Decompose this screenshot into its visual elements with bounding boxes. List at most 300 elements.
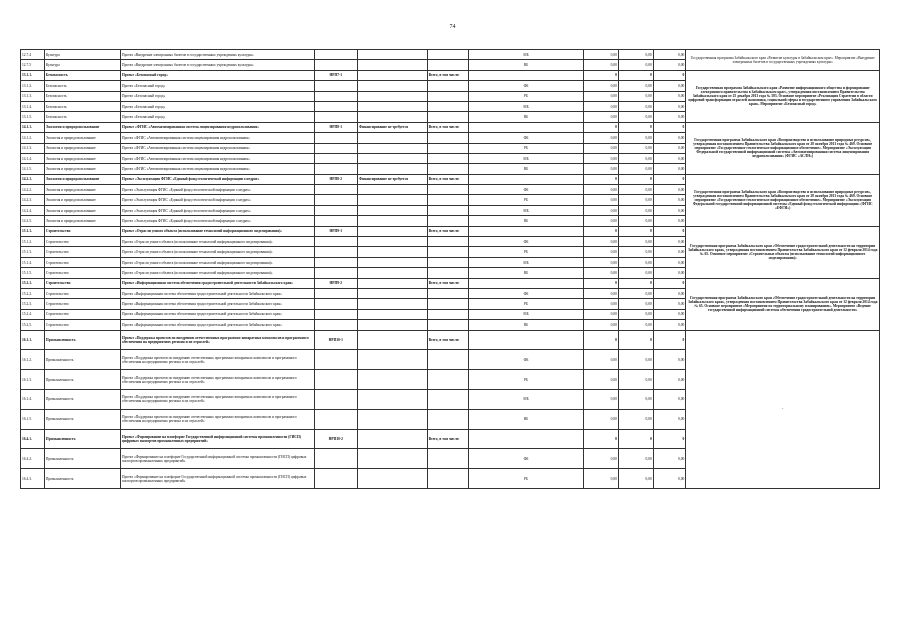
row-sphere: Экология и природопользование	[44, 174, 120, 184]
row-number: 16.1.2.	[21, 350, 45, 370]
row-number: 16.4.2.	[21, 449, 45, 469]
row-total-label	[427, 133, 468, 143]
row-value-2: 0,00	[618, 195, 653, 205]
row-financing	[358, 370, 428, 390]
row-value-2: 0,00	[618, 309, 653, 319]
row-value-3: 0,00	[653, 449, 686, 469]
row-sphere: Культура	[44, 50, 120, 60]
row-sphere: Промышленность	[44, 330, 120, 350]
row-code	[314, 449, 357, 469]
row-financing	[358, 185, 428, 195]
row-total-label	[427, 247, 468, 257]
row-number: 14.2.3.	[21, 195, 45, 205]
row-value-2: 0	[618, 278, 653, 288]
row-sphere: Экология и природопользование	[44, 143, 120, 153]
page-number: 74	[449, 24, 456, 30]
row-project: Проект «ФГИС «Автоматизированная система лицензирования недропользования»	[121, 122, 315, 132]
row-project: Проект «Внедрение электронных билетов в государственных учреждениях культуры»	[121, 60, 315, 70]
row-value-2: 0,00	[618, 205, 653, 215]
row-financing	[358, 195, 428, 205]
row-value-3: 0,00	[653, 309, 686, 319]
row-sphere: Строительство	[44, 257, 120, 267]
row-number: 15.1.4.	[21, 257, 45, 267]
row-project: Проект «Поддержка проектов по внедрению отечественных программно-аппаратных комплексов и программного обеспечения на предприятиях региона и их отраслей»	[121, 389, 315, 409]
row-financing	[358, 299, 428, 309]
row-number: 13.1.2.	[21, 81, 45, 91]
row-code	[314, 288, 357, 298]
row-sphere: Экология и природопользование	[44, 185, 120, 195]
row-sphere: Безопасность	[44, 91, 120, 101]
row-value-3: 0,00	[653, 101, 686, 111]
row-total-label	[427, 112, 468, 122]
row-financing	[358, 247, 428, 257]
row-project: Проект «Безопасный город»	[121, 101, 315, 111]
row-source	[468, 70, 583, 80]
row-value-1: 0,00	[584, 237, 619, 247]
row-value-2: 0	[618, 70, 653, 80]
row-source: МБ	[468, 389, 583, 409]
row-total-label	[427, 389, 468, 409]
row-value-1: 0	[584, 70, 619, 80]
row-value-1: 0,00	[584, 257, 619, 267]
row-number: 14.2.2.	[21, 185, 45, 195]
row-project: Проект «Эксплуатация ФГИС «Единый фонд геологической информации о недрах»	[121, 205, 315, 215]
row-value-2: 0	[618, 226, 653, 236]
row-source: МБ	[468, 50, 583, 60]
row-value-1: 0,00	[584, 288, 619, 298]
row-value-2: 0,00	[618, 409, 653, 429]
row-code: НРП9-1	[314, 226, 357, 236]
row-total-label: Всего, в том числе:	[427, 226, 468, 236]
row-number: 13.1.4.	[21, 101, 45, 111]
row-number: 16.1.5.	[21, 409, 45, 429]
row-sphere: Культура	[44, 60, 120, 70]
row-code	[314, 112, 357, 122]
row-total-label: Всего, в том числе:	[427, 174, 468, 184]
row-financing	[358, 257, 428, 267]
row-financing	[358, 205, 428, 215]
row-source: ФБ	[468, 81, 583, 91]
row-sphere: Безопасность	[44, 112, 120, 122]
row-number: 15.2.5.	[21, 320, 45, 330]
row-project: Проект «ФГИС «Автоматизированная система лицензирования недропользования»	[121, 133, 315, 143]
row-code	[314, 101, 357, 111]
row-value-1: 0,00	[584, 299, 619, 309]
row-code	[314, 309, 357, 319]
row-value-1: 0	[584, 429, 619, 449]
row-code	[314, 153, 357, 163]
row-code: НРП9-2	[314, 278, 357, 288]
row-value-2: 0,00	[618, 164, 653, 174]
table-row	[21, 278, 880, 288]
row-value-3: 0,00	[653, 257, 686, 267]
row-financing	[358, 469, 428, 489]
row-total-label	[427, 370, 468, 390]
row-value-2: 0,00	[618, 257, 653, 267]
row-sphere: Промышленность	[44, 449, 120, 469]
row-financing	[358, 164, 428, 174]
row-value-1: 0,00	[584, 185, 619, 195]
row-number: 16.1.3.	[21, 370, 45, 390]
row-value-1: 0,00	[584, 143, 619, 153]
row-total-label: Всего, в том числе:	[427, 429, 468, 449]
row-value-3: 0,00	[653, 153, 686, 163]
row-source: РБ	[468, 143, 583, 153]
row-code	[314, 237, 357, 247]
row-value-2: 0,00	[618, 288, 653, 298]
row-number: 15.2.1.	[21, 278, 45, 288]
row-number: 14.1.5.	[21, 164, 45, 174]
row-code	[314, 91, 357, 101]
row-project: Проект «Формирование на платформе Государственной информационной системы промышленности (ГИСП) цифровых паспортов промышленных предприятий»	[121, 429, 315, 449]
row-code	[314, 185, 357, 195]
row-value-2: 0,00	[618, 112, 653, 122]
row-source: ФБ	[468, 237, 583, 247]
row-value-1: 0,00	[584, 60, 619, 70]
row-code	[314, 133, 357, 143]
row-sphere: Экология и природопользование	[44, 122, 120, 132]
row-project: Проект «Поддержка проектов по внедрению отечественных программно-аппаратных комплексов и программного обеспечения на предприятиях региона и их отраслей»	[121, 330, 315, 350]
row-sphere: Экология и природопользование	[44, 205, 120, 215]
row-source: ВБ	[468, 268, 583, 278]
row-value-2: 0,00	[618, 237, 653, 247]
row-sphere: Промышленность	[44, 469, 120, 489]
row-source: ВБ	[468, 320, 583, 330]
row-total-label	[427, 237, 468, 247]
row-sphere: Строительство	[44, 247, 120, 257]
row-value-1: 0,00	[584, 389, 619, 409]
row-project: Проект «Безопасный город»	[121, 70, 315, 80]
row-value-1: 0,00	[584, 268, 619, 278]
row-value-3: 0,00	[653, 216, 686, 226]
row-financing	[358, 143, 428, 153]
row-value-2: 0,00	[618, 469, 653, 489]
row-sphere: Промышленность	[44, 370, 120, 390]
row-project: Проект «Информационная система обеспечения градостроительной деятельности Забайкальского края»	[121, 309, 315, 319]
row-value-2: 0,00	[618, 133, 653, 143]
row-number: 15.2.3.	[21, 299, 45, 309]
row-value-1: 0	[584, 226, 619, 236]
row-source: РБ	[468, 247, 583, 257]
row-sphere: Экология и природопользование	[44, 195, 120, 205]
row-number: 14.2.5.	[21, 216, 45, 226]
table-row	[21, 174, 880, 184]
row-financing	[358, 153, 428, 163]
row-financing	[358, 50, 428, 60]
row-financing	[358, 330, 428, 350]
row-project: Проект «Отрасли умного объекта (использование технологий информационного моделирования)»	[121, 237, 315, 247]
row-total-label: Всего, в том числе:	[427, 330, 468, 350]
row-source	[468, 429, 583, 449]
row-value-1: 0,00	[584, 81, 619, 91]
row-value-1: 0,00	[584, 216, 619, 226]
row-value-2: 0,00	[618, 216, 653, 226]
row-number: 16.1.4.	[21, 389, 45, 409]
row-financing	[358, 268, 428, 278]
row-value-3: 0	[653, 122, 686, 132]
row-code	[314, 205, 357, 215]
row-program-note: Государственная программа Забайкальского края «Воспроизводство и использование природных ресурсов», утвержденная постановлением Правительства Забайкальского края от 28 октября 2013 года № 469. Основное мероприятие «Государственное геологическое информационное обеспечение». Мероприятие «Эксплуатация Федеральной государственной информационной системы «Единый фонд геологической информации» (ФГИС «ЕФГИ»)	[686, 174, 880, 226]
row-sphere: Безопасность	[44, 81, 120, 91]
row-sphere: Строительство	[44, 320, 120, 330]
row-project: Проект «Поддержка проектов по внедрению отечественных программно-аппаратных комплексов и программного обеспечения на предприятиях региона и их отраслей»	[121, 350, 315, 370]
row-value-3: 0,00	[653, 205, 686, 215]
row-source	[468, 226, 583, 236]
row-value-1: 0,00	[584, 112, 619, 122]
row-value-2: 0,00	[618, 91, 653, 101]
row-value-3: 0,00	[653, 389, 686, 409]
row-financing	[358, 429, 428, 449]
row-source: ВБ	[468, 164, 583, 174]
row-number: 15.1.1.	[21, 226, 45, 236]
row-total-label	[427, 143, 468, 153]
row-project: Проект «Отрасли умного объекта (использование технологий информационного моделирования)»	[121, 257, 315, 267]
row-financing	[358, 449, 428, 469]
row-sphere: Строительство	[44, 288, 120, 298]
row-sphere: Строительство	[44, 309, 120, 319]
row-value-1: 0,00	[584, 320, 619, 330]
budget-table	[20, 49, 880, 489]
row-value-1: 0	[584, 122, 619, 132]
row-financing	[358, 309, 428, 319]
row-code	[314, 50, 357, 60]
row-project: Проект «Отрасли умного объекта (использование технологий информационного моделирования)»	[121, 226, 315, 236]
row-number: 16.4.3.	[21, 469, 45, 489]
row-source: РБ	[468, 469, 583, 489]
row-value-3: 0,00	[653, 469, 686, 489]
row-value-1: 0,00	[584, 350, 619, 370]
row-sphere: Строительство	[44, 278, 120, 288]
row-code	[314, 350, 357, 370]
row-source: МБ	[468, 257, 583, 267]
row-project: Проект «Эксплуатация ФГИС «Единый фонд геологической информации о недрах»	[121, 174, 315, 184]
row-source: ФБ	[468, 350, 583, 370]
row-number: 13.1.5.	[21, 112, 45, 122]
row-source: ВБ	[468, 112, 583, 122]
row-value-2: 0,00	[618, 60, 653, 70]
row-source	[468, 330, 583, 350]
row-value-2: 0,00	[618, 153, 653, 163]
row-value-1: 0,00	[584, 409, 619, 429]
row-project: Проект «Безопасный город»	[121, 91, 315, 101]
row-total-label: Всего, в том числе:	[427, 70, 468, 80]
row-sphere: Безопасность	[44, 101, 120, 111]
row-code: НРП8-2	[314, 174, 357, 184]
row-financing	[358, 81, 428, 91]
row-value-1: 0,00	[584, 205, 619, 215]
row-total-label	[427, 216, 468, 226]
row-value-2: 0,00	[618, 389, 653, 409]
row-value-3: 0	[653, 278, 686, 288]
row-sphere: Промышленность	[44, 350, 120, 370]
row-source: ВБ	[468, 409, 583, 429]
row-total-label	[427, 205, 468, 215]
row-source: МБ	[468, 205, 583, 215]
row-source: МБ	[468, 101, 583, 111]
row-number: 14.1.4.	[21, 153, 45, 163]
row-number: 14.1.3.	[21, 143, 45, 153]
row-number: 15.1.5.	[21, 268, 45, 278]
row-code: НРП7-1	[314, 70, 357, 80]
row-number: 15.1.3.	[21, 247, 45, 257]
row-code	[314, 409, 357, 429]
row-total-label	[427, 309, 468, 319]
row-value-3: 0,00	[653, 91, 686, 101]
row-value-3: 0,00	[653, 185, 686, 195]
row-value-2: 0	[618, 330, 653, 350]
row-source: РБ	[468, 299, 583, 309]
row-sphere: Строительство	[44, 237, 120, 247]
row-source: ФБ	[468, 449, 583, 469]
row-code	[314, 143, 357, 153]
row-project: Проект «ФГИС «Автоматизированная система лицензирования недропользования»	[121, 164, 315, 174]
row-total-label	[427, 195, 468, 205]
row-number: 12.7.4	[21, 50, 45, 60]
row-value-3: 0,00	[653, 164, 686, 174]
row-value-2: 0,00	[618, 143, 653, 153]
row-code	[314, 60, 357, 70]
row-value-3: 0,00	[653, 320, 686, 330]
row-value-1: 0	[584, 278, 619, 288]
row-financing	[358, 91, 428, 101]
row-total-label	[427, 81, 468, 91]
row-financing	[358, 350, 428, 370]
row-financing	[358, 101, 428, 111]
row-source: ВБ	[468, 216, 583, 226]
row-financing	[358, 226, 428, 236]
row-value-3: 0,00	[653, 143, 686, 153]
row-total-label	[427, 469, 468, 489]
row-source: ФБ	[468, 288, 583, 298]
row-value-3: 0,00	[653, 288, 686, 298]
row-value-3: 0,00	[653, 409, 686, 429]
row-total-label	[427, 257, 468, 267]
row-source: ФБ	[468, 133, 583, 143]
table-row	[21, 330, 880, 350]
row-code	[314, 370, 357, 390]
row-project: Проект «Формирование на платформе Государственной информационной системы промышленности (ГИСП) цифровых паспортов промышленных предприятий»	[121, 469, 315, 489]
row-source: МБ	[468, 153, 583, 163]
row-value-1: 0,00	[584, 195, 619, 205]
row-program-note: Государственная программа Забайкальского края «Развитие информационного общества и формирование электронного правительства в Забайкальском крае», утвержденная постановлением Правительства Забайкальского края от 25 декабря 2013 года № 583. Основное мероприятие «Реализация Стратегии в области цифровой трансформации отраслей экономики, социальной сферы и государственного управления Забайкальского края». Мероприятие «Безопасный город»	[686, 70, 880, 122]
row-project: Проект «Поддержка проектов по внедрению отечественных программно-аппаратных комплексов и программного обеспечения на предприятиях региона и их отраслей»	[121, 370, 315, 390]
row-project: Проект «ФГИС «Автоматизированная система лицензирования недропользования»	[121, 153, 315, 163]
row-sphere: Промышленность	[44, 389, 120, 409]
row-source: РБ	[468, 91, 583, 101]
row-source: ФБ	[468, 185, 583, 195]
row-code	[314, 81, 357, 91]
row-total-label	[427, 350, 468, 370]
row-code	[314, 195, 357, 205]
row-financing	[358, 278, 428, 288]
row-program-note: Государственная программа Забайкальского края «Обеспечение градостроительной деятельности на территории Забайкальского края», утвержденная постановлением Правительства Забайкальского края от 12 февраля 2014 года № 65. Основное мероприятие «Строительные объекты (использование технологий информационного моделирования)»	[686, 226, 880, 278]
row-value-1: 0	[584, 174, 619, 184]
row-value-3: 0,00	[653, 50, 686, 60]
row-value-1: 0,00	[584, 153, 619, 163]
row-value-2: 0,00	[618, 350, 653, 370]
row-code: НРП10-2	[314, 429, 357, 449]
row-source: ВБ	[468, 60, 583, 70]
row-financing	[358, 389, 428, 409]
row-total-label	[427, 449, 468, 469]
row-sphere: Строительство	[44, 268, 120, 278]
row-financing	[358, 237, 428, 247]
row-value-3: 0	[653, 174, 686, 184]
row-total-label	[427, 60, 468, 70]
row-code	[314, 320, 357, 330]
row-value-1: 0,00	[584, 469, 619, 489]
row-total-label: Всего, в том числе:	[427, 278, 468, 288]
row-code	[314, 469, 357, 489]
row-value-3: 0,00	[653, 195, 686, 205]
row-value-3: 0,00	[653, 237, 686, 247]
row-financing: Финансирование не требуется	[358, 174, 428, 184]
row-project: Проект «Эксплуатация ФГИС «Единый фонд геологической информации о недрах»	[121, 195, 315, 205]
row-program-note: Государственная программа Забайкальского края «Воспроизводство и использование природных ресурсов», утвержденная постановлением Правительства Забайкальского края от 28 октября 2013 года № 469. Основное мероприятие «Государственное геологическое информационное обеспечение». Мероприятие «Эксплуатация Федеральной государственной информационной системы «Автоматизированная система лицензирования недропользования» (ФГИС «АСЛН»)	[686, 122, 880, 174]
row-sphere: Промышленность	[44, 409, 120, 429]
row-value-2: 0	[618, 122, 653, 132]
row-program-note: -	[686, 330, 880, 488]
row-value-1: 0,00	[584, 133, 619, 143]
row-project: Проект «Формирование на платформе Государственной информационной системы промышленности (ГИСП) цифровых паспортов промышленных предприятий»	[121, 449, 315, 469]
row-value-1: 0,00	[584, 91, 619, 101]
row-value-1: 0,00	[584, 247, 619, 257]
row-source	[468, 122, 583, 132]
row-number: 14.2.1.	[21, 174, 45, 184]
row-value-2: 0,00	[618, 185, 653, 195]
row-financing	[358, 320, 428, 330]
row-project: Проект «Отрасли умного объекта (использование технологий информационного моделирования)»	[121, 268, 315, 278]
row-project: Проект «Информационная система обеспечения градостроительной деятельности Забайкальского края»	[121, 299, 315, 309]
row-code	[314, 299, 357, 309]
row-value-2: 0	[618, 429, 653, 449]
row-project: Проект «Безопасный город»	[121, 81, 315, 91]
row-program-note: Государственная программа Забайкальского края «Обеспечение градостроительной деятельности на территории Забайкальского края», утвержденная постановлением Правительства Забайкальского края от 12 февраля 2014 года № 65. Основное мероприятие «Мероприятия по территориальному планированию». Мероприятие «Ведение государственной информационной системы обеспечения градостроительной деятельности»	[686, 278, 880, 330]
row-number: 14.2.4.	[21, 205, 45, 215]
row-program-note: Государственная программа Забайкальского края «Развитие культуры в Забайкальском крае». Мероприятие «Внедрение электронных билетов в государственных учреждениях культуры»	[686, 50, 880, 71]
row-source	[468, 278, 583, 288]
row-financing	[358, 216, 428, 226]
row-code	[314, 216, 357, 226]
row-value-3: 0,00	[653, 370, 686, 390]
row-value-3: 0,00	[653, 81, 686, 91]
row-source: РБ	[468, 370, 583, 390]
row-value-1: 0,00	[584, 309, 619, 319]
row-financing	[358, 133, 428, 143]
row-value-2: 0,00	[618, 268, 653, 278]
row-total-label: Всего, в том числе:	[427, 122, 468, 132]
row-number: 16.4.1.	[21, 429, 45, 449]
row-number: 15.1.2.	[21, 237, 45, 247]
row-project: Проект «Отрасли умного объекта (использование технологий информационного моделирования)»	[121, 247, 315, 257]
row-value-2: 0,00	[618, 81, 653, 91]
row-value-3: 0	[653, 429, 686, 449]
row-total-label	[427, 409, 468, 429]
row-project: Проект «Эксплуатация ФГИС «Единый фонд геологической информации о недрах»	[121, 216, 315, 226]
row-number: 12.7.5	[21, 60, 45, 70]
table-row	[21, 50, 880, 60]
table-row	[21, 122, 880, 132]
row-number: 15.2.2.	[21, 288, 45, 298]
row-code	[314, 257, 357, 267]
row-number: 15.2.4.	[21, 309, 45, 319]
row-value-3: 0,00	[653, 268, 686, 278]
row-value-1: 0,00	[584, 449, 619, 469]
row-number: 13.1.1.	[21, 70, 45, 80]
row-financing	[358, 112, 428, 122]
row-source: МБ	[468, 309, 583, 319]
row-total-label	[427, 91, 468, 101]
